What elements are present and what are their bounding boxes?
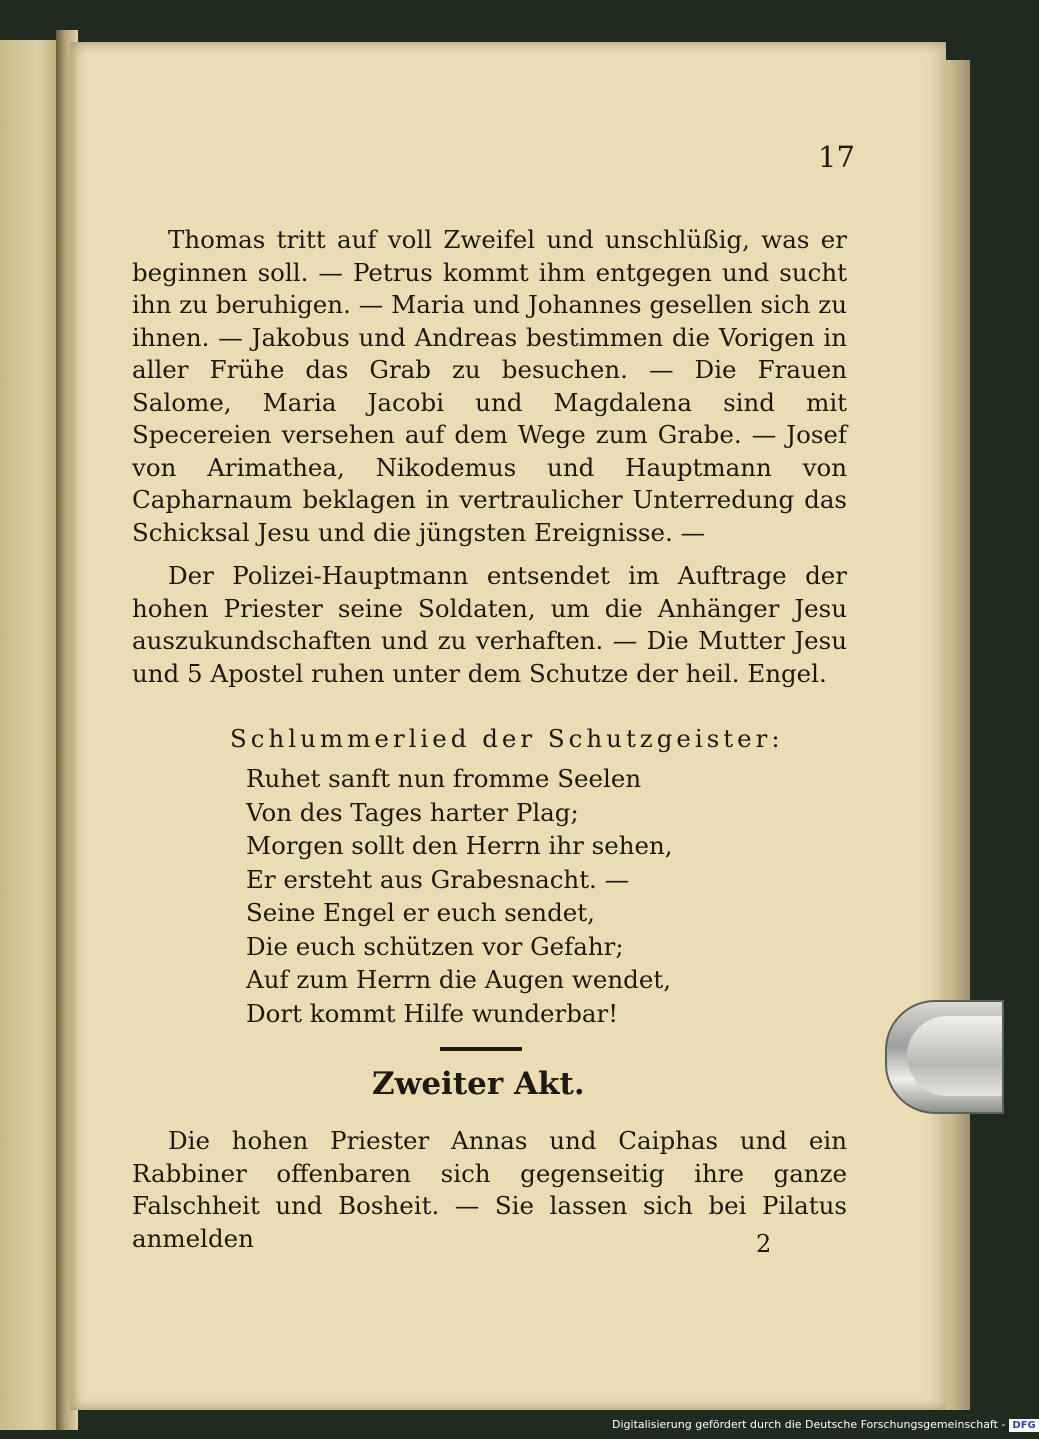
paragraph-2: Der Polizei-Hauptmann entsendet im Auftrage der hohen Priester seine Soldaten, um die Anhänger Jesu auszukundschaften und zu verhaften. — Die Mutter Jesu und 5 Apostel ruhen unter dem Schutze der heil. Engel. [132,561,847,688]
footer-text: Digitalisierung gefördert durch die Deutsche Forschungsgemeinschaft - [612,1418,1006,1431]
left-page-edge [0,40,62,1430]
section-divider [440,1047,522,1051]
poem-line: Dort kommt Hilfe wunderbar! [246,998,619,1028]
paragraph-1: Thomas tritt auf voll Zweifel und unschlüßig, was er beginnen soll. — Petrus kommt ihm entgegen und sucht ihn zu beruhigen. — Maria und Johannes gesellen sich zu ihnen. — Jakobus und Andreas bestimmen die Vorigen in aller Frühe das Grab zu besuchen. — Die Frauen Salome, Maria Jacobi und Magdalena sind mit Specereien versehen auf dem Wege zum Grabe. — Josef von Arimathea, Nikodemus und Hauptmann von Capharnaum beklagen in vertraulicher Unterredung das Schicksal Jesu und die jüngsten Ereignisse. — [132,225,847,547]
act-heading: Zweiter Akt. [372,1066,585,1102]
page-number: 17 [818,140,855,174]
signature-mark: 2 [756,1230,772,1258]
page-clip [885,1000,1004,1114]
poem-line: Er ersteht aus Grabesnacht. — [246,864,630,894]
poem [246,762,673,1030]
poem-line: Die euch schützen vor Gefahr; [246,931,624,961]
page-clip-highlight [907,1016,1002,1096]
poem-line: Auf zum Herrn die Augen wendet, [246,965,671,994]
poem-line: Morgen sollt den Herrn ihr sehen, [246,831,673,860]
digitization-footer [612,1418,1039,1432]
song-title: Schlummerlied der Schutzgeister: [230,724,784,753]
poem-line: Ruhet sanft nun fromme Seelen [246,764,642,793]
poem-line: Seine Engel er euch sendet, [246,898,595,927]
dfg-logo: DFG [1009,1419,1038,1432]
poem-line: Von des Tages harter Plag; [246,797,579,827]
act-paragraph: Die hohen Priester Annas und Caiphas und ein Rabbiner offenbaren sich gegenseitig ihre ganze Falschheit und Bosheit. — Sie lassen sich bei Pilatus anmelden [132,1126,847,1253]
